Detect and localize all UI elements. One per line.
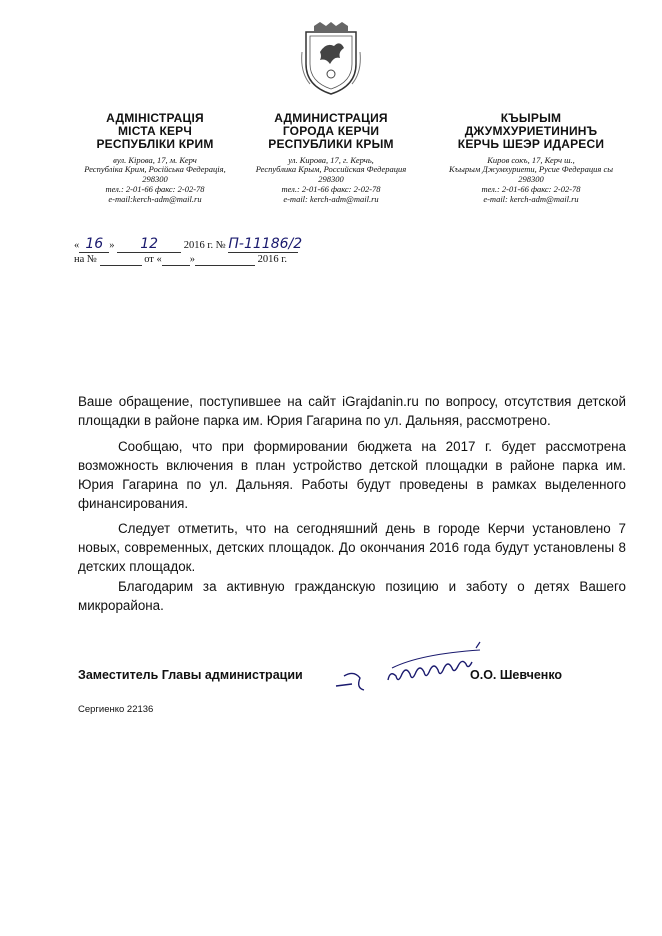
coat-of-arms-emblem xyxy=(300,22,362,96)
header-address xyxy=(431,156,631,205)
outgoing-ref-line xyxy=(74,236,303,253)
paragraph-2: Сообщаю, что при формировании бюджета на 2017 г. будет рассмотрена возможность включения в план устройство детской площадки в районе парка им. Юрия Гагарина по ул. Дальняя. Работы будут проведены в рамках выделенного финансирования. xyxy=(78,439,626,511)
header-column-russian xyxy=(231,112,431,204)
paragraph-3: Следует отметить, что на сегодняшний день в городе Керчи установлено 7 новых, современных, детских площадок. До окончания 2016 года будут установлены 8 детских площадок. xyxy=(78,521,626,574)
incoming-year-label: 2016 г. xyxy=(257,254,288,265)
address-line: Республика Крым, Российская Федерация xyxy=(255,164,407,175)
incoming-day-blank xyxy=(162,254,190,266)
address-line: e-mail: kerch-adm@mail.ru xyxy=(283,193,379,204)
address-line: 298300 xyxy=(518,174,544,185)
header-title-line: ДЖУМХУРИЕТИНИНЪ xyxy=(464,124,598,139)
header-title-line: КЕРЧЬ ШЕЭР ИДАРЕСИ xyxy=(457,137,605,152)
header-column-crimean-tatar xyxy=(431,112,631,204)
header-title xyxy=(55,112,255,152)
address-line: тел.: 2-01-66 факс: 2-02-78 xyxy=(481,183,581,194)
quote-close: » xyxy=(189,254,196,265)
header-title-line: МІСТА КЕРЧ xyxy=(117,124,193,139)
signatory-position: Заместитель Главы администрации xyxy=(78,668,303,682)
ref-year-label: 2016 г. № xyxy=(183,240,226,251)
paragraph-1: Ваше обращение, поступившее на сайт iGrajdanin.ru по вопросу, отсутствия детской площадки в районе парка им. Юрия Гагарина по ул. Дальняя, рассмотрено. xyxy=(78,394,626,428)
address-line: ул. Кирова, 17, г. Керчь, xyxy=(288,154,374,165)
executor-info: Сергиенко 22136 xyxy=(78,704,154,715)
address-line: e-mail: kerch-adm@mail.ru xyxy=(483,193,579,204)
address-line: Къырым Джумхуриети, Русие Федерация сы xyxy=(449,164,613,175)
header-title-line: РЕСПУБЛІКИ КРИМ xyxy=(96,137,214,152)
quote-open: « xyxy=(74,240,80,251)
handwritten-signature xyxy=(330,640,490,700)
address-line: e-mail:kerch-adm@mail.ru xyxy=(108,193,202,204)
header-column-ukrainian xyxy=(55,112,255,204)
incoming-date-label: от « xyxy=(144,254,162,265)
paragraph-4: Благодарим за активную гражданскую позицию и заботу о детях Вашего микрорайона. xyxy=(78,579,626,613)
address-line: тел.: 2-01-66 факс: 2-02-78 xyxy=(105,183,205,194)
address-line: Республіка Крим, Російська Федерація, xyxy=(84,164,226,175)
ref-day: 16 xyxy=(79,236,109,253)
header-address xyxy=(55,156,255,205)
incoming-month-blank xyxy=(195,254,255,266)
letter-body xyxy=(78,392,626,615)
address-line: Киров сокъ, 17, Керч ш., xyxy=(487,154,575,165)
ref-month: 12 xyxy=(117,236,181,253)
header-title xyxy=(231,112,431,152)
address-line: тел.: 2-01-66 факс: 2-02-78 xyxy=(281,183,381,194)
address-line: 298300 xyxy=(142,174,168,185)
header-title xyxy=(431,112,631,152)
header-title-line: АДМИНИСТРАЦИЯ xyxy=(274,111,388,125)
address-line: 298300 xyxy=(318,174,344,185)
header-title-line: РЕСПУБЛИКИ КРЫМ xyxy=(268,137,394,152)
header-title-line: ГОРОДА КЕРЧИ xyxy=(282,124,380,139)
signatory-name: О.О. Шевченко xyxy=(470,668,563,682)
address-line: вул. Кірова, 17, м. Керч xyxy=(113,154,197,165)
ref-number: П-11186/2 xyxy=(228,236,303,252)
header-title-line: АДМІНІСТРАЦІЯ xyxy=(106,111,204,125)
incoming-ref-line xyxy=(74,254,287,266)
header-title-line: КЪЫРЫМ xyxy=(500,111,562,125)
header-address xyxy=(231,156,431,205)
incoming-number-label: на № xyxy=(74,254,97,265)
incoming-number-blank xyxy=(100,254,142,266)
quote-close: » xyxy=(109,240,115,251)
